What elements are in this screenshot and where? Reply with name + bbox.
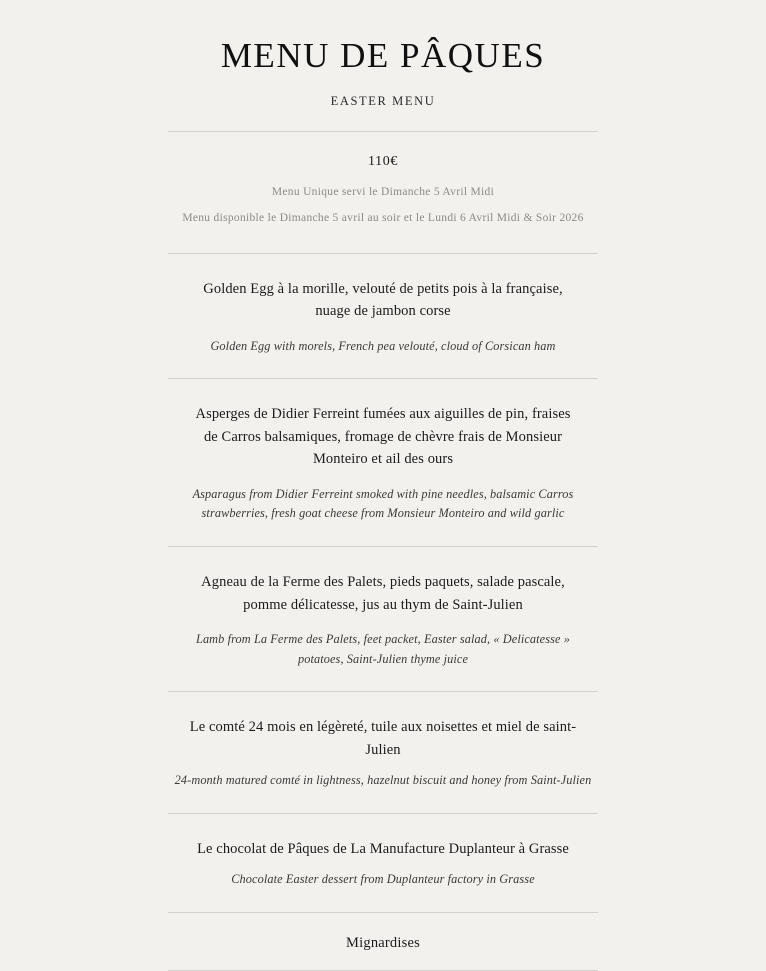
course-title-en: Lamb from La Ferme des Palets, feet packet, Easter salad, « Delicatesse » potatoes, Saint-Julien thyme juice bbox=[196, 632, 570, 666]
course-title-fr: Le comté 24 mois en légèreté, tuile aux noisettes et miel de saint-Julien bbox=[189, 719, 577, 758]
menu-price: 110€ bbox=[368, 154, 398, 170]
menu-note-secondary: Menu disponible le Dimanche 5 avril au soir et le Lundi 6 Avril Midi & Soir 2026 bbox=[182, 211, 584, 224]
divider bbox=[168, 131, 598, 132]
page-title: MENU DE PÂQUES bbox=[220, 36, 546, 75]
course-title-fr: Agneau de la Ferme des Palets, pieds paquets, salade pascale, pomme délicatesse, jus au thym de Saint-Julien bbox=[201, 574, 565, 613]
menu-note-primary: Menu Unique servi le Dimanche 5 Avril Midi bbox=[271, 186, 495, 199]
menu-course bbox=[168, 814, 598, 912]
menu-course bbox=[168, 254, 598, 379]
course-title-en: 24-month matured comté in lightness, hazelnut biscuit and honey from Saint-Julien bbox=[174, 773, 592, 788]
menu-course bbox=[168, 547, 598, 691]
course-title-en: Asparagus from Didier Ferreint smoked with pine needles, balsamic Carros strawberries, fresh goat cheese from Monsieur Monteiro and wild garlic bbox=[192, 486, 574, 521]
course-title-en: Chocolate Easter dessert from Duplanteur factory in Grasse bbox=[231, 872, 535, 887]
course-title-fr: Le chocolat de Pâques de La Manufacture Duplanteur à Grasse bbox=[197, 841, 569, 857]
menu-course bbox=[168, 692, 598, 813]
menu-course bbox=[168, 379, 598, 546]
menu-container bbox=[168, 0, 598, 971]
course-title-fr: Golden Egg à la morille, velouté de petits pois à la française, nuage de jambon corse bbox=[203, 280, 563, 320]
menu-footer-item: Mignardises bbox=[346, 935, 420, 952]
course-title-en: Golden Egg with morels, French pea velouté, cloud of Corsican ham bbox=[210, 338, 556, 353]
page-subtitle: EASTER MENU bbox=[330, 94, 436, 109]
course-title-fr: Asperges de Didier Ferreint fumées aux aiguilles de pin, fraises de Carros balsamiques, fromage de chèvre frais de Monsieur Monteiro et ail des ours bbox=[195, 406, 571, 468]
